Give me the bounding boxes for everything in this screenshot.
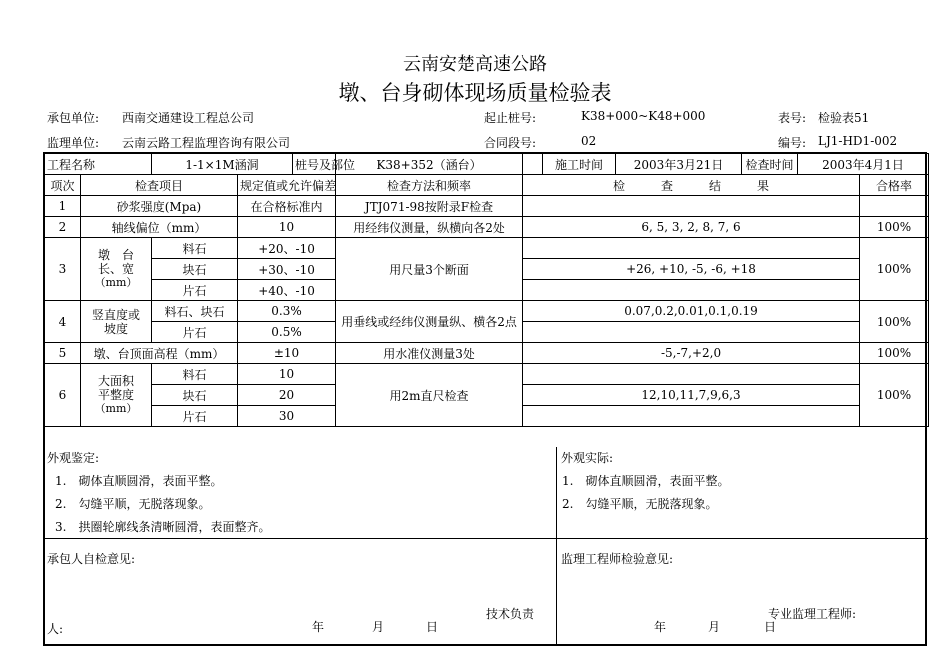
day-label: 日 (426, 620, 439, 634)
construct-time-value: 2003年3月21日 (616, 154, 742, 175)
row4-result: 0.07,0.2,0.01,0.1,0.19 (523, 301, 860, 322)
row4-no: 4 (45, 301, 81, 343)
table-row (45, 238, 929, 259)
project-value: 1-1×1M涵洞 (152, 154, 293, 175)
appearance-actual-label: 外观实际: (561, 451, 614, 465)
code-value: LJ1-HD1-002 (818, 134, 898, 148)
month2-label: 月 (708, 620, 721, 634)
row4-item-line1: 竖直度或 (92, 307, 141, 322)
col-spec: 规定值或允许偏差 (238, 175, 336, 196)
row4-sub1: 料石、块石 (152, 301, 238, 322)
row4-sub2: 片石 (152, 322, 238, 343)
row6-result-blank (523, 364, 860, 385)
row5-item: 墩、台顶面高程（mm） (81, 343, 238, 364)
row2-spec: 10 (238, 217, 336, 238)
appearance-actual-item: 2. 勾缝平顺，无脱落现象。 (562, 497, 718, 511)
row3-item (81, 238, 152, 301)
tech-label: 技术负责 (486, 607, 535, 621)
year-label: 年 (312, 620, 325, 634)
row5-no: 5 (45, 343, 81, 364)
contractor-value: 西南交通建设工程总公司 (122, 111, 255, 125)
row3-rate: 100% (860, 238, 929, 301)
appearance-eval-label: 外观鉴定: (47, 451, 100, 465)
row4-item-line2: 坡度 (104, 321, 129, 336)
row6-result: 12,10,11,7,9,6,3 (523, 385, 860, 406)
section-value: 02 (581, 134, 597, 148)
table-row (45, 364, 929, 385)
appearance-eval-item: 3. 拱圈轮廓线条清晰圆滑，表面整齐。 (55, 520, 271, 534)
row6-item (81, 364, 152, 427)
row3-spec2: +30、-10 (238, 259, 336, 280)
table-row (45, 217, 929, 238)
check-time-value: 2003年4月1日 (798, 154, 929, 175)
row3-sub1: 料石 (152, 238, 238, 259)
row5-result: -5,-7,+2,0 (523, 343, 860, 364)
row6-no: 6 (45, 364, 81, 427)
row3-spec3: +40、-10 (238, 280, 336, 301)
row2-result: 6, 5, 3, 2, 8, 7, 6 (523, 217, 860, 238)
row6-sub3: 片石 (152, 406, 238, 427)
row3-spec1: +20、-10 (238, 238, 336, 259)
row6-item-line3: （mm） (94, 402, 138, 415)
location-label: 桩号及部位 (293, 154, 336, 175)
form-value: 检验表51 (818, 111, 870, 125)
info-row (45, 154, 929, 175)
row3-item-line1: 墩 台 (98, 248, 135, 262)
row4-method: 用垂线或经纬仪测量纵、横各2点 (336, 301, 523, 343)
check-time-label: 检查时间 (742, 154, 798, 175)
stake-value: K38+000~K48+000 (581, 109, 706, 123)
row4-spec1: 0.3% (238, 301, 336, 322)
row4-spec2: 0.5% (238, 322, 336, 343)
location-value: K38+352（涵台） (336, 154, 523, 175)
row4-result-blank (523, 322, 860, 343)
row1-spec: 在合格标准内 (238, 196, 336, 217)
row3-sub2: 块石 (152, 259, 238, 280)
row3-result-blank (523, 238, 860, 259)
row3-item-line3: （mm） (94, 276, 138, 289)
row2-item: 轴线偏位（mm） (81, 217, 238, 238)
appearance-eval-item: 1. 砌体直顺圆滑，表面平整。 (55, 474, 223, 488)
row6-sub2: 块石 (152, 385, 238, 406)
row3-result-blank2 (523, 280, 860, 301)
appearance-actual-item: 1. 砌体直顺圆滑，表面平整。 (562, 474, 730, 488)
row6-method: 用2m直尺检查 (336, 364, 523, 427)
row6-spec3: 30 (238, 406, 336, 427)
column-header-row (45, 175, 929, 196)
row3-item-line2: 长、宽 (98, 262, 135, 276)
row5-method: 用水准仪测量3处 (336, 343, 523, 364)
col-rate: 合格率 (860, 175, 929, 196)
row1-item: 砂浆强度(Mpa) (81, 196, 238, 217)
day2-label: 日 (764, 620, 777, 634)
engineer-check-label: 监理工程师检验意见: (561, 552, 674, 566)
row5-rate: 100% (860, 343, 929, 364)
person-label: 人: (47, 622, 64, 636)
lower-divider-vertical (556, 447, 557, 646)
row4-rate: 100% (860, 301, 929, 343)
row6-rate: 100% (860, 364, 929, 427)
month-label: 月 (372, 620, 385, 634)
info-spacer (523, 154, 543, 175)
form-title: 墩、台身砌体现场质量检验表 (338, 81, 612, 105)
contractor-label: 承包单位: (47, 111, 100, 125)
row6-spec2: 20 (238, 385, 336, 406)
form-label: 表号: (778, 111, 807, 125)
col-item: 检查项目 (81, 175, 238, 196)
row2-method: 用经纬仪测量，纵横向各2处 (336, 217, 523, 238)
page-title: 云南安楚高速公路 (403, 54, 547, 75)
inspection-table (44, 153, 929, 427)
row6-sub1: 料石 (152, 364, 238, 385)
row3-method: 用尺量3个断面 (336, 238, 523, 301)
project-label: 工程名称 (45, 154, 152, 175)
row1-method: JTJ071-98按附录F检查 (336, 196, 523, 217)
row1-no: 1 (45, 196, 81, 217)
col-no: 项次 (45, 175, 81, 196)
row3-no: 3 (45, 238, 81, 301)
self-check-label: 承包人自检意见: (47, 552, 136, 566)
row5-spec: ±10 (238, 343, 336, 364)
row6-result-blank2 (523, 406, 860, 427)
section-label: 合同段号: (484, 136, 537, 150)
stake-label: 起止桩号: (484, 111, 537, 125)
row2-no: 2 (45, 217, 81, 238)
row1-result (523, 196, 860, 217)
code-label: 编号: (778, 136, 807, 150)
table-row (45, 301, 929, 322)
row3-result: +26, +10, -5, -6, +18 (523, 259, 860, 280)
construct-time-label: 施工时间 (543, 154, 616, 175)
row1-rate (860, 196, 929, 217)
row4-item (81, 301, 152, 343)
lower-divider-horizontal (44, 538, 928, 539)
year2-label: 年 (654, 620, 667, 634)
row3-sub3: 片石 (152, 280, 238, 301)
table-row (45, 196, 929, 217)
row2-rate: 100% (860, 217, 929, 238)
row6-spec1: 10 (238, 364, 336, 385)
supervisor-label: 监理单位: (47, 136, 100, 150)
engineer-label: 专业监理工程师: (768, 607, 857, 621)
row6-item-line2: 平整度 (98, 388, 135, 402)
row6-item-line1: 大面积 (98, 374, 135, 388)
col-result: 检 查 结 果 (523, 175, 860, 196)
col-method: 检查方法和频率 (336, 175, 523, 196)
supervisor-value: 云南云路工程监理咨询有限公司 (122, 136, 291, 150)
appearance-eval-item: 2. 勾缝平顺，无脱落现象。 (55, 497, 211, 511)
table-row (45, 343, 929, 364)
